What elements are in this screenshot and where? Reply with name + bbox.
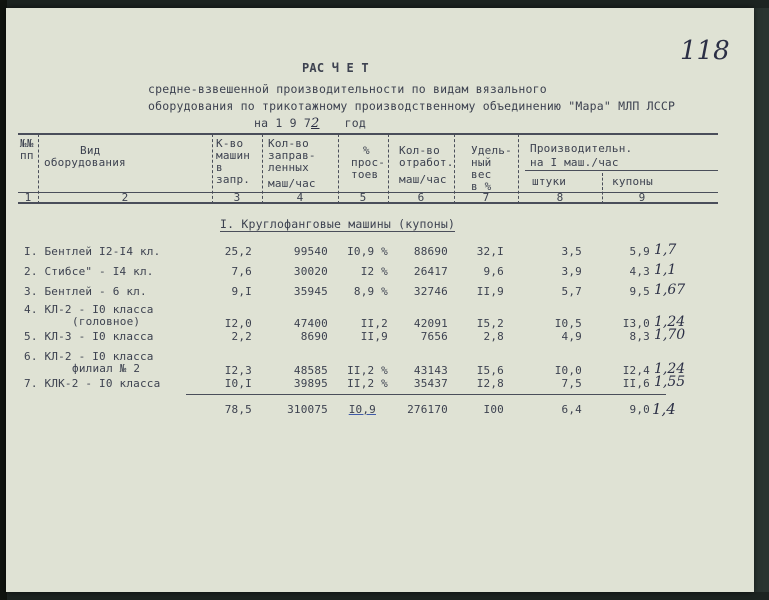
hdr-col7-line2: ный (471, 156, 492, 169)
row-5-machines: 2,2 (231, 330, 252, 343)
year-prefix: на 1 9 7 (254, 116, 311, 130)
colnum-2: 2 (121, 191, 129, 204)
row-5-pieces: 4,9 (561, 330, 582, 343)
row-5-coupons: 8,3 (629, 330, 650, 343)
row-4-hours: 47400 (293, 317, 328, 330)
row-2-hours: 30020 (293, 265, 328, 278)
colnum-5: 5 (359, 191, 367, 204)
row-6-pieces: I0,0 (554, 364, 582, 377)
total-weight: I00 (483, 403, 504, 416)
row-5-name: 5. КЛ-3 - I0 класса (24, 330, 154, 343)
hdr-col8: штуки (532, 175, 567, 188)
row-1-worked: 88690 (413, 245, 448, 258)
row-7-idle: II,2 % (347, 377, 388, 390)
row-1-pieces: 3,5 (561, 245, 582, 258)
page-number: 118 (680, 36, 730, 66)
row-7-pieces: 7,5 (561, 377, 582, 390)
total-pieces: 6,4 (561, 403, 582, 416)
colnum-8: 8 (556, 191, 564, 204)
row-3-idle: 8,9 % (353, 285, 388, 298)
row-6-note-handwritten: 1,24 (654, 361, 686, 377)
total-hours: 310075 (287, 403, 328, 416)
doc-subtitle-line1: средне-взвешенной производительности по видам вязального (148, 82, 547, 96)
year-suffix: год (344, 116, 366, 130)
row-6-weight: I5,6 (476, 364, 504, 377)
prod-subheader-line (525, 170, 718, 171)
row-5-idle: II,9 (360, 330, 388, 343)
row-6-name: 6. КЛ-2 - I0 класса (24, 350, 154, 363)
row-1-weight: 32,I (476, 245, 504, 258)
row-2-idle: I2 % (360, 265, 388, 278)
year-digit-handwritten: 2 (311, 116, 320, 131)
hdr-col4-line2: заправ- (268, 149, 316, 162)
hdr-col5-line2: прос- (351, 156, 386, 169)
hdr-col2-line2: оборудования (44, 156, 126, 169)
hdr-col5-line3: тоев (351, 168, 379, 181)
hdr-col4-line1: Кол-во (268, 137, 309, 150)
row-2-coupons: 4,3 (629, 265, 650, 278)
hdr-prod-line1: Производительн. (530, 142, 633, 155)
hdr-col9: купоны (612, 175, 653, 188)
row-3-weight: II,9 (476, 285, 504, 298)
hdr-col1-line2: пп (20, 149, 34, 162)
row-3-note-handwritten: 1,67 (654, 282, 686, 298)
hdr-col3-line3: в (216, 161, 223, 174)
row-1-hours: 99540 (293, 245, 328, 258)
totals-line (186, 394, 666, 395)
total-idle: I0,9 (348, 403, 376, 416)
hdr-col4-line4: маш/час (268, 177, 316, 190)
doc-title: РАС Ч Е Т (302, 61, 369, 75)
row-5-worked: 7656 (420, 330, 448, 343)
row-2-note-handwritten: 1,1 (654, 262, 677, 278)
doc-subtitle-line2: оборудования по трикотажному производственному объединению "Мара" МЛП ЛССР (148, 99, 676, 113)
row-7-note-handwritten: 1,55 (654, 374, 686, 390)
row-2-name: 2. Стибсе" - I4 кл. (24, 265, 154, 278)
row-2-pieces: 3,9 (561, 265, 582, 278)
row-6-hours: 48585 (293, 364, 328, 377)
row-6-name-line2: филиал № 2 (72, 362, 141, 375)
hdr-col1-line1: №№ (20, 137, 34, 150)
section-title (220, 218, 455, 230)
row-4-note-handwritten: 1,24 (654, 314, 686, 330)
row-6-coupons: I2,4 (622, 364, 650, 377)
hdr-col3-line2: машин (216, 149, 251, 162)
row-7-machines: I0,I (224, 377, 252, 390)
row-4-name: 4. КЛ-2 - I0 класса (24, 303, 154, 316)
row-5-hours: 8690 (300, 330, 328, 343)
hdr-col6-line1: Кол-во (399, 144, 440, 157)
hdr-col4-line3: ленных (268, 161, 309, 174)
total-worked: 276170 (407, 403, 448, 416)
colnum-9: 9 (638, 191, 646, 204)
row-5-weight: 2,8 (483, 330, 504, 343)
row-6-machines: I2,3 (224, 364, 252, 377)
row-2-weight: 9,6 (483, 265, 504, 278)
hdr-col6-line2: отработ. (399, 156, 454, 169)
hdr-col3-line1: К-во (216, 137, 244, 150)
row-7-coupons: II,6 (622, 377, 650, 390)
hdr-col5-line1: % (363, 144, 370, 157)
row-1-note-handwritten: 1,7 (654, 242, 677, 258)
row-6-idle: II,2 % (347, 364, 388, 377)
row-4-machines: I2,0 (224, 317, 252, 330)
row-3-hours: 35945 (293, 285, 328, 298)
hdr-col7-line3: вес (471, 168, 492, 181)
row-1-idle: I0,9 % (347, 245, 388, 258)
row-7-hours: 39895 (293, 377, 328, 390)
total-coupons: 9,0 (629, 403, 650, 416)
colnum-7: 7 (482, 191, 490, 204)
row-2-worked: 26417 (413, 265, 448, 278)
colnum-6: 6 (417, 191, 425, 204)
colnum-1: 1 (24, 191, 32, 204)
year-line (254, 117, 366, 130)
page-edge (754, 8, 769, 592)
row-1-coupons: 5,9 (629, 245, 650, 258)
row-7-worked: 35437 (413, 377, 448, 390)
row-4-name-line2: (головное) (72, 315, 141, 328)
row-5-note-handwritten: 1,70 (654, 327, 686, 343)
hdr-col7-line4: в % (471, 180, 492, 193)
row-4-weight: I5,2 (476, 317, 504, 330)
row-7-weight: I2,8 (476, 377, 504, 390)
row-3-worked: 32746 (413, 285, 448, 298)
colnum-4: 4 (296, 191, 304, 204)
row-3-machines: 9,I (231, 285, 252, 298)
hdr-col2-line1: Вид (80, 144, 101, 157)
row-3-name: 3. Бентлей - 6 кл. (24, 285, 147, 298)
table-top-border (18, 133, 718, 135)
row-4-coupons: I3,0 (622, 317, 650, 330)
row-1-machines: 25,2 (224, 245, 252, 258)
row-4-pieces: I0,5 (554, 317, 582, 330)
hdr-col3-line4: запр. (216, 173, 251, 186)
total-machines: 78,5 (224, 403, 252, 416)
section-title-text: I. Круглофанговые машины (купоны) (220, 217, 456, 231)
row-3-pieces: 5,7 (561, 285, 582, 298)
row-2-machines: 7,6 (231, 265, 252, 278)
row-4-idle: II,2 (360, 317, 388, 330)
hdr-col7-line1: Удель- (471, 144, 512, 157)
document-page (6, 8, 754, 592)
total-note-handwritten: 1,4 (652, 400, 676, 418)
row-6-worked: 43143 (413, 364, 448, 377)
row-3-coupons: 9,5 (629, 285, 650, 298)
colnum-3: 3 (233, 191, 241, 204)
row-4-worked: 42091 (413, 317, 448, 330)
row-7-name: 7. КЛК-2 - I0 класса (24, 377, 161, 390)
hdr-prod-line2: на I маш./час (530, 156, 619, 169)
hdr-col6-line3: маш/час (399, 173, 447, 186)
row-1-name: I. Бентлей I2-I4 кл. (24, 245, 161, 258)
